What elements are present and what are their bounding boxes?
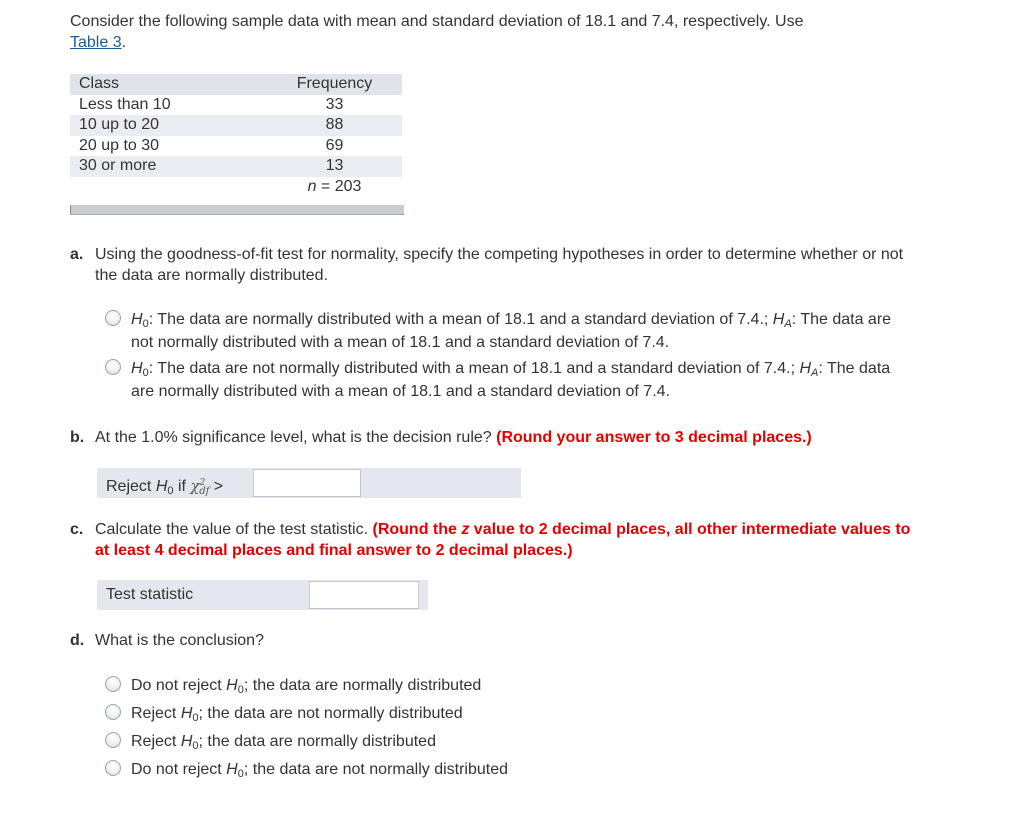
chi-subscript: df: [199, 486, 210, 497]
h-symbol: H: [180, 705, 193, 722]
h-symbol: H: [799, 360, 812, 377]
reject-text: Reject: [106, 478, 152, 495]
h-sub: 0: [142, 367, 149, 379]
part-b-label: b.: [70, 429, 85, 446]
problem-intro: [70, 11, 970, 53]
h-sub: 0: [237, 684, 244, 696]
h-symbol: H: [772, 311, 785, 328]
option-prefix: Reject: [131, 705, 177, 722]
radio-button[interactable]: [105, 359, 121, 375]
part-b-text: [95, 427, 925, 448]
test-statistic-input[interactable]: [309, 581, 419, 609]
header-frequency: Frequency: [267, 74, 402, 95]
h-sub: 0: [192, 740, 199, 752]
table-row: [70, 115, 402, 136]
part-c-question-text: Calculate the value of the test statistic.: [95, 521, 369, 538]
table-3-link[interactable]: Table 3: [70, 34, 122, 51]
chi-letter: χ: [190, 477, 200, 495]
test-statistic-label: Test statistic: [106, 586, 194, 603]
decision-rule-box: [97, 468, 521, 498]
h-sub: A: [811, 367, 819, 379]
h-sub: 0: [192, 712, 199, 724]
option-rest: ; the data are normally distributed: [198, 733, 436, 750]
part-b-question-text: At the 1.0% significance level, what is the decision rule?: [95, 429, 492, 446]
total-value: = 203: [316, 177, 362, 195]
intro-text: Consider the following sample data with mean and standard deviation of 18.1 and 7.4, respectively. Use: [70, 13, 804, 30]
frequency-cell: 13: [267, 156, 402, 177]
radio-button[interactable]: [105, 760, 121, 776]
part-c-label: c.: [70, 521, 84, 538]
h-symbol: H: [131, 311, 143, 328]
chi-square-symbol: [190, 477, 209, 495]
h0-statement: The data are not normally distributed with a mean of 18.1 and a standard deviation of 7.4.;: [157, 360, 796, 377]
part-c-text: [95, 519, 925, 561]
instruction-z: z: [461, 521, 470, 538]
colon: :: [818, 360, 823, 377]
colon: :: [791, 311, 797, 328]
greater-than: >: [213, 478, 224, 495]
option-prefix: Reject: [131, 733, 177, 750]
radio-button[interactable]: [105, 676, 121, 692]
class-cell: Less than 10: [79, 95, 171, 113]
part-b-instruction: (Round your answer to 3 decimal places.): [496, 429, 812, 446]
option-text: [131, 758, 896, 781]
decision-rule-label: [106, 468, 223, 502]
option-prefix: Do not reject: [131, 761, 222, 778]
h0-statement: The data are normally distributed with a mean of 18.1 and a standard deviation of 7.4.;: [157, 311, 769, 328]
frequency-cell: 88: [267, 115, 402, 136]
option-text: [131, 308, 896, 354]
table-row: [70, 136, 402, 157]
table-row: [70, 156, 402, 177]
part-a-label: a.: [70, 246, 84, 263]
ha-statement: The data are not normally distributed with a mean of 18.1 and a standard deviation of 7.4.: [131, 311, 892, 351]
part-d-label: d.: [70, 632, 85, 649]
part-a-question: [70, 244, 930, 288]
h-sub: A: [784, 318, 792, 330]
h-sub: 0: [237, 768, 244, 780]
part-c-question: [70, 519, 930, 563]
part-d-question: [70, 630, 930, 652]
option-text: [131, 702, 896, 725]
option-text: [131, 730, 896, 753]
h-symbol: H: [155, 478, 168, 495]
ha-statement: The data are normally distributed with a mean of 18.1 and a standard deviation of 7.4.: [131, 360, 891, 400]
radio-button[interactable]: [105, 732, 121, 748]
h-symbol: H: [131, 360, 143, 377]
colon: :: [148, 360, 154, 377]
h-symbol: H: [180, 733, 193, 750]
radio-button[interactable]: [105, 310, 121, 326]
option-rest: ; the data are not normally distributed: [243, 761, 509, 778]
class-cell: 30 or more: [70, 156, 267, 177]
h-sub: 0: [142, 318, 149, 330]
option-prefix: Do not reject: [131, 677, 222, 694]
test-statistic-box: [97, 580, 428, 610]
table-scrollbar[interactable]: [70, 205, 404, 215]
radio-button[interactable]: [105, 704, 121, 720]
h-symbol: H: [226, 677, 238, 694]
chi-superscript: 2: [199, 478, 206, 488]
colon: :: [148, 311, 154, 328]
table-header-row: [70, 74, 402, 95]
total-n: n: [307, 177, 317, 195]
option-text: [131, 357, 896, 403]
table-row: [70, 95, 402, 116]
part-a-text: Using the goodness-of-fit test for normality, specify the competing hypotheses in order to determine whether or not the data are normally distributed.: [95, 246, 904, 284]
class-cell: 20 up to 30: [79, 136, 160, 154]
frequency-table: [70, 74, 402, 197]
option-rest: ; the data are not normally distributed: [198, 705, 463, 722]
critical-value-input[interactable]: [253, 469, 361, 497]
class-cell: 10 up to 20: [70, 115, 267, 136]
h-sub: 0: [167, 485, 174, 497]
instruction-part: (Round the: [372, 521, 462, 538]
option-rest: ; the data are normally distributed: [243, 677, 482, 694]
part-d-text: What is the conclusion?: [95, 632, 264, 649]
instruction-part: value to 2 decimal places, all other intermediate values to at least 4 decimal places and final answer to 2 decimal places.): [95, 521, 911, 559]
total-cell: [267, 177, 402, 198]
header-class: Class: [70, 74, 267, 95]
part-b-question: [70, 427, 930, 449]
if-text: if: [177, 478, 186, 495]
intro-period: .: [121, 34, 127, 51]
table-total-row: [70, 177, 402, 198]
table-scrollbar-edge: [70, 205, 71, 214]
option-text: [131, 674, 896, 697]
h-symbol: H: [226, 761, 238, 778]
frequency-cell: 33: [325, 95, 344, 113]
frequency-cell: 69: [325, 136, 344, 154]
